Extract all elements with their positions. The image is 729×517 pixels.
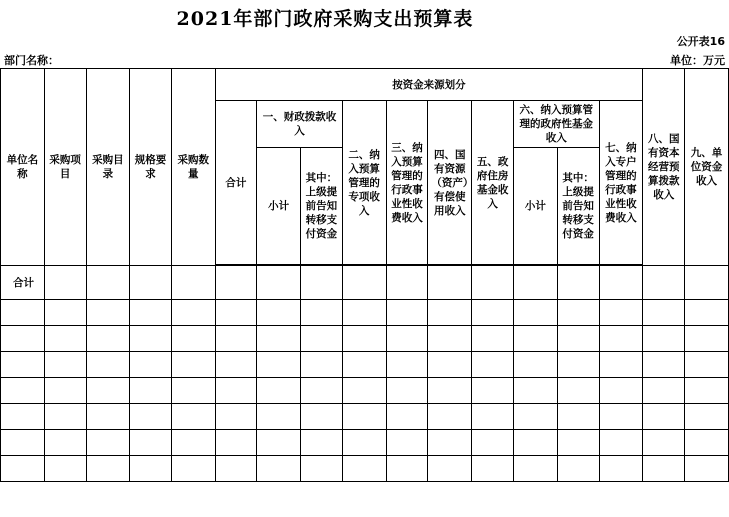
table-cell	[257, 266, 301, 300]
header-special-account: 七、纳入专户管理的行政事业性收费收入	[599, 101, 643, 265]
table-cell	[86, 266, 130, 300]
table-cell	[472, 266, 514, 300]
total-row-label: 合计	[1, 266, 45, 300]
header-gov-fund-group: 六、纳入预算管理的政府性基金收入	[514, 101, 600, 148]
header-fiscal-advance: 其中：上级提前告知转移支付资金	[300, 148, 342, 265]
table-row	[1, 430, 729, 456]
table-row	[1, 352, 729, 378]
header-housing-fund: 五、政府住房基金收入	[472, 101, 514, 265]
header-gov-subtotal: 小计	[514, 148, 558, 265]
page-title: 2021年部门政府采购支出预算表	[176, 8, 474, 30]
unit-label: 单位：万元	[670, 54, 725, 67]
table-cell	[130, 266, 172, 300]
table-row	[1, 378, 729, 404]
table-cell	[342, 266, 386, 300]
table-cell	[428, 266, 472, 300]
table-row	[1, 404, 729, 430]
table-cell	[514, 266, 558, 300]
table-cell	[44, 266, 86, 300]
header-total: 合计	[215, 101, 257, 265]
form-number: 公开表16	[676, 35, 725, 48]
table-row	[1, 326, 729, 352]
department-name-label: 部门名称：	[4, 54, 59, 67]
table-row	[1, 300, 729, 326]
header-specification: 规格要求	[130, 69, 172, 266]
table-cell	[685, 266, 729, 300]
table-row	[1, 456, 729, 482]
header-admin-fee: 三、纳入预算管理的行政事业性收费收入	[386, 101, 428, 265]
header-unit-fund: 九、单位资金收入	[685, 69, 729, 266]
table-cell	[599, 266, 643, 300]
header-state-asset: 四、国有资源（资产）有偿使用收入	[428, 101, 472, 265]
table-cell	[557, 266, 599, 300]
header-state-capital: 八、国有资本经营预算拨款收入	[643, 69, 685, 266]
header-fund-source-group: 按资金来源划分	[215, 69, 643, 101]
table-cell	[300, 266, 342, 300]
procurement-budget-table	[0, 68, 729, 482]
table-cell	[643, 266, 685, 300]
header-unit-name: 单位名称	[1, 69, 45, 266]
table-cell	[171, 266, 215, 300]
table-cell	[215, 266, 257, 300]
header-gov-advance: 其中：上级提前告知转移支付资金	[557, 148, 599, 265]
header-fiscal-group: 一、财政拨款收入	[257, 101, 343, 148]
header-procurement-catalog: 采购目录	[86, 69, 130, 266]
table-cell	[386, 266, 428, 300]
header-special-revenue: 二、纳入预算管理的专项收入	[342, 101, 386, 265]
header-fiscal-subtotal: 小计	[257, 148, 301, 265]
header-quantity: 采购数量	[171, 69, 215, 266]
header-procurement-project: 采购项目	[44, 69, 86, 266]
table-row-total	[1, 266, 729, 300]
